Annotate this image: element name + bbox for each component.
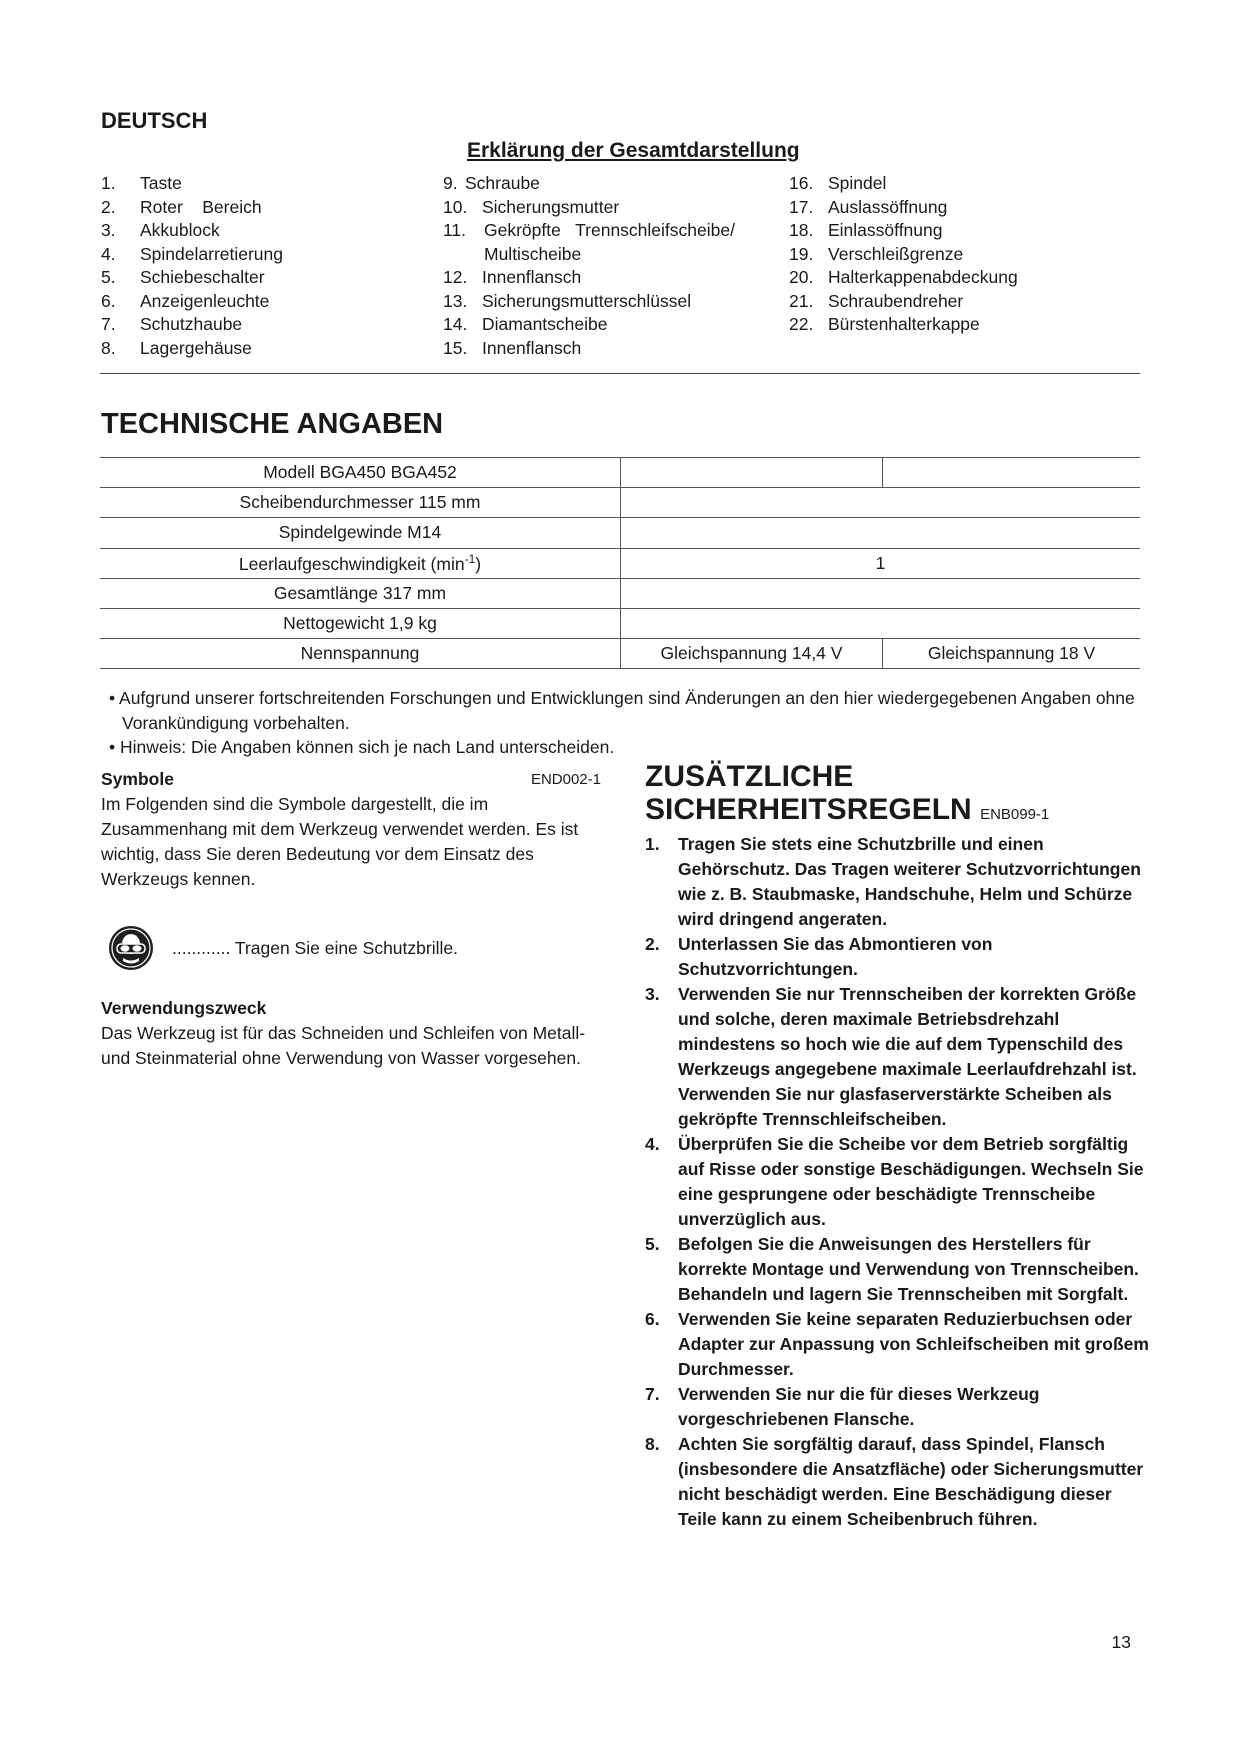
legend-item: 9. Schraube bbox=[443, 173, 540, 193]
spec-value bbox=[621, 608, 1141, 638]
legend-item: 7. Schutzhaube bbox=[101, 314, 243, 334]
spec-label: Modell BGA450 BGA452 bbox=[100, 458, 621, 488]
legend-item: Multischeibe bbox=[484, 243, 582, 264]
safety-code: ENB099-1 bbox=[980, 806, 1050, 823]
spec-label: Leerlaufgeschwindigkeit $(\min^{-1})$ bbox=[100, 548, 621, 578]
spec-label: Spindelgewinde M14 bbox=[100, 518, 621, 548]
note: • Hinweis: Die Angaben können sich je nach Land unterscheiden. bbox=[109, 737, 615, 757]
purpose-text: Das Werkzeug ist für das Schneiden und Schleifen von Metall- und Steinmaterial ohne Verwendung von Wasser vorgesehen. bbox=[101, 1023, 586, 1068]
legend-column-1 bbox=[101, 172, 283, 360]
section-divider bbox=[100, 373, 1140, 374]
legend-item: 20. Halterkappenabdeckung bbox=[789, 267, 1018, 287]
note: • Aufgrund unserer fortschreitenden Forschungen und Entwicklungen sind Änderungen an den hier wiedergegebenen Angaben ohne Vorankündigung vorbehalten. bbox=[109, 688, 1135, 733]
symbols-section bbox=[101, 767, 601, 892]
legend-column-2 bbox=[443, 172, 735, 360]
purpose-title: Verwendungszweck bbox=[101, 998, 267, 1018]
list-item: 1. Tragen Sie stets eine Schutzbrille und einen Gehörschutz. Das Tragen weiterer Schutzvorrichtungen wie z. B. Staubmaske, Handschuhe, Helm und Schürze wird dringend angeraten. bbox=[645, 834, 1141, 929]
goggles-symbol-row bbox=[108, 925, 458, 971]
legend-title: Erklärung der Gesamtdarstellung bbox=[467, 139, 800, 162]
legend-item: 3. Akkublock bbox=[101, 220, 220, 240]
table-row bbox=[100, 639, 1140, 669]
spec-value bbox=[621, 578, 1141, 608]
symbols-code: END002-1 bbox=[530, 771, 601, 788]
list-item: 4. Überprüfen Sie die Scheibe vor dem Betrieb sorgfältig auf Risse oder sonstige Beschädigungen. Wechseln Sie eine gesprungene oder beschädigte Trennscheibe unverzüglich aus. bbox=[645, 1134, 1144, 1229]
safety-goggles-icon bbox=[108, 925, 154, 971]
table-row bbox=[100, 548, 1140, 578]
list-item: 6. Verwenden Sie keine separaten Reduzierbuchsen oder Adapter zur Anpassung von Schleifscheiben mit großem Durchmesser. bbox=[645, 1309, 1149, 1379]
legend-item: 19. Verschleißgrenze bbox=[789, 243, 964, 264]
list-item: 3. Verwenden Sie nur Trennscheiben der korrekten Größe und solche, deren maximale Betriebsdrehzahl mindestens so hoch wie die auf dem Typenschild des Werkzeugs angegebene maximale Leerlaufdrehzahl ist. Verwenden Sie nur glasfaserverstärkte Scheiben als gekröpfte Trennschleifscheiben. bbox=[645, 984, 1137, 1129]
legend-item: 4. Spindelarretierung bbox=[101, 243, 284, 264]
spec-value: Gleichspannung 14,4 V bbox=[621, 639, 883, 669]
spec-notes bbox=[100, 686, 1160, 760]
legend-item: 16. Spindel bbox=[789, 173, 887, 193]
legend-item: 15. Innenflansch bbox=[443, 337, 582, 358]
legend-item: 22. Bürstenhalterkappe bbox=[789, 314, 980, 334]
spec-label: Scheibendurchmesser 115 mm bbox=[100, 488, 621, 518]
table-row bbox=[100, 488, 1140, 518]
spec-value: 1 bbox=[621, 548, 1141, 578]
spec-value bbox=[621, 458, 883, 488]
legend-item: 6. Anzeigenleuchte bbox=[101, 290, 270, 311]
legend-item: 10. Sicherungsmutter bbox=[443, 196, 620, 217]
table-row bbox=[100, 608, 1140, 638]
legend-item: 13. Sicherungsmutterschlüssel bbox=[443, 290, 692, 311]
legend-item: 5. Schiebeschalter bbox=[101, 267, 265, 287]
spec-table bbox=[100, 457, 1140, 669]
spec-value bbox=[621, 518, 1141, 548]
table-row bbox=[100, 578, 1140, 608]
list-item: 5. Befolgen Sie die Anweisungen des Herstellers für korrekte Montage und Verwendung von Trennscheiben. Behandeln und lagern Sie Trennscheiben mit Sorgfalt. bbox=[645, 1234, 1139, 1304]
safety-heading: ZUSÄTZLICHE SICHERHEITSREGELN ENB099-1 bbox=[645, 760, 1050, 826]
spec-value: Gleichspannung 18 V bbox=[883, 639, 1141, 669]
goggles-symbol-text: ............ Tragen Sie eine Schutzbrille. bbox=[172, 937, 458, 958]
language-heading: DEUTSCH bbox=[101, 108, 208, 133]
legend-item: 17. Auslassöffnung bbox=[789, 196, 948, 217]
legend-column-3 bbox=[789, 172, 1018, 337]
table-row bbox=[100, 458, 1140, 488]
list-item: 8. Achten Sie sorgfältig darauf, dass Spindel, Flansch (insbesondere die Ansatzfläche) oder Sicherungsmutter nicht beschädigt werden. Eine Beschädigung dieser Teile kann zu einem Scheibenbruch führen. bbox=[645, 1434, 1144, 1529]
table-row bbox=[100, 518, 1140, 548]
symbols-title: Symbole bbox=[101, 769, 174, 789]
list-item: 7. Verwenden Sie nur die für dieses Werkzeug vorgeschriebenen Flansche. bbox=[645, 1384, 1040, 1429]
legend-item: 8. Lagergehäuse bbox=[101, 337, 252, 358]
legend-item: 11. Gekröpfte Trennschleifscheibe/ bbox=[443, 220, 735, 240]
page-number: 13 bbox=[1111, 1632, 1131, 1652]
spec-value bbox=[883, 458, 1141, 488]
legend-item: 1. Taste bbox=[101, 173, 182, 193]
spec-value bbox=[621, 488, 1141, 518]
symbols-text: Im Folgenden sind die Symbole dargestellt, die im Zusammenhang mit dem Werkzeug verwendet werden. Es ist wichtig, dass Sie deren Bedeutung vor dem Einsatz des Werkzeugs kennen. bbox=[101, 794, 579, 889]
legend-item: 2. Roter Bereich bbox=[101, 196, 262, 217]
spec-label: Nettogewicht 1,9 kg bbox=[100, 608, 621, 638]
legend-item: 14. Diamantscheibe bbox=[443, 314, 608, 334]
tech-specs-heading: TECHNISCHE ANGABEN bbox=[101, 408, 444, 440]
spec-label: Gesamtlänge 317 mm bbox=[100, 578, 621, 608]
purpose-section bbox=[101, 996, 601, 1071]
legend-item: 12. Innenflansch bbox=[443, 267, 582, 287]
legend-item: 18. Einlassöffnung bbox=[789, 220, 943, 240]
list-item: 2. Unterlassen Sie das Abmontieren von Schutzvorrichtungen. bbox=[645, 934, 993, 979]
safety-rules-list bbox=[645, 832, 1150, 1532]
spec-label: Nennspannung bbox=[100, 639, 621, 669]
legend-item: 21. Schraubendreher bbox=[789, 290, 964, 311]
